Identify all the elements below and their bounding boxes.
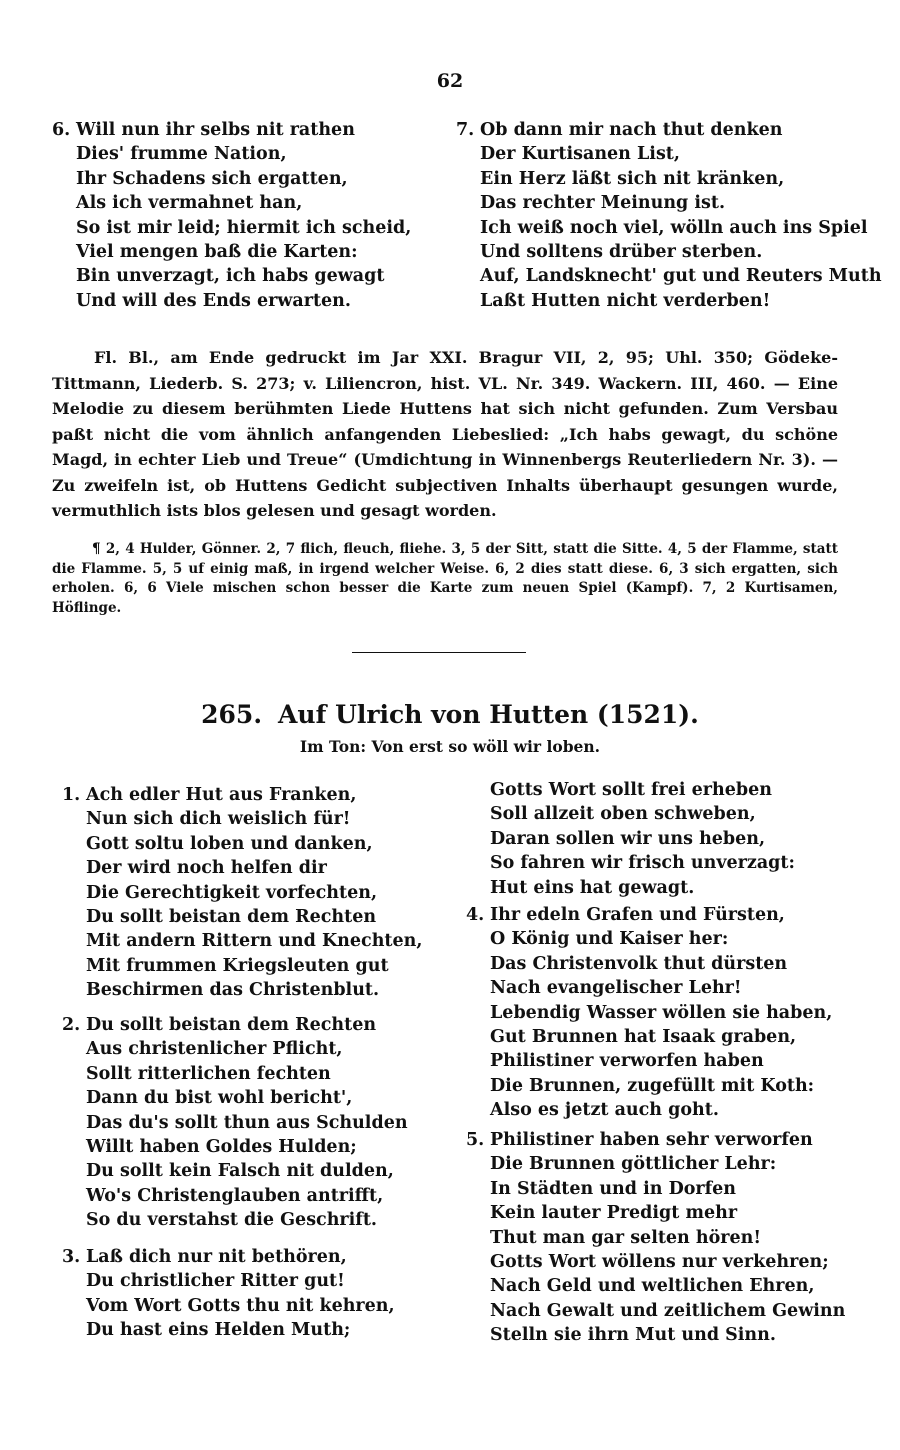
song-title: Auf Ulrich von Hutten (1521).: [278, 700, 699, 729]
source-notes-text: Fl. Bl., am Ende gedruckt im Jar XXI. Bragur VII, 2, 95; Uhl. 350; Gödeke-Tittmann, Liederb. S. 273; v. Liliencron, hist. VL. Nr. 349. Wackern. III, 460. — Eine Melodie zu diesem berühmten Liede Huttens hat sich nicht gefunden. Zum Versbau paßt nicht die vom ähnlich anfangenden Liebeslied: „Ich habs gewagt, du schöne Magd, in echter Lieb und Treue“ (Umdichtung in Winnenbergs Reuterliedern Nr. 3). — Zu zweifeln ist, ob Huttens Gedicht subjectiven Inhalts überhaupt gesungen wurde, vermuthlich ists blos gelesen und gesagt worden.: [52, 348, 838, 520]
verse-line: O König und Kaiser her:: [490, 929, 729, 950]
stanza-7: [456, 118, 882, 313]
verse-line: Philistiner haben sehr verworfen: [490, 1130, 813, 1150]
stanza-number: 7.: [456, 120, 475, 140]
verse-line: Ihr Schadens sich ergatten,: [76, 168, 348, 189]
stanza-number: 2.: [62, 1015, 81, 1035]
section-divider: [352, 652, 526, 653]
verse-line: Du hast eins Helden Muth;: [86, 1320, 351, 1341]
verse-line: Sollt ritterlichen fechten: [86, 1063, 331, 1084]
verse-line: Vom Wort Gotts thu nit kehren,: [86, 1295, 395, 1316]
stanza-number: 3.: [62, 1247, 81, 1267]
verse-line: So du verstahst die Geschrift.: [86, 1210, 377, 1231]
verse-line: Gotts Wort sollt frei erheben: [490, 780, 772, 800]
verse-line: Du sollt kein Falsch nit dulden,: [86, 1161, 394, 1182]
song-stanza-2: [62, 1013, 408, 1233]
source-notes: [52, 345, 838, 524]
verse-line: Beschirmen das Christenblut.: [86, 980, 380, 1001]
verse-line: Du sollt beistan dem Rechten: [86, 907, 377, 928]
verse-line: Viel mengen baß die Karten:: [76, 242, 358, 263]
verse-line: Laßt Hutten nicht verderben!: [480, 290, 771, 311]
verse-line: Mit frummen Kriegsleuten gut: [86, 955, 389, 976]
verse-line: Daran sollen wir uns heben,: [490, 828, 766, 849]
glossary-notes: [52, 540, 838, 618]
verse-line: Willt haben Goldes Hulden;: [86, 1137, 357, 1158]
verse-line: Laß dich nur nit bethören,: [86, 1247, 347, 1267]
verse-line: Dies' frumme Nation,: [76, 144, 287, 165]
verse-line: Der wird noch helfen dir: [86, 858, 327, 879]
song-heading: [0, 700, 900, 729]
verse-line: Ein Herz läßt sich nit kränken,: [480, 168, 785, 189]
stanza-number: 6.: [52, 120, 71, 140]
verse-line: Auf, Landsknecht' gut und Reuters Muth: [480, 266, 882, 287]
song-stanza-3: [62, 1245, 395, 1343]
verse-line: Wo's Christenglauben antrifft,: [86, 1185, 384, 1206]
verse-line: Philistiner verworfen haben: [490, 1051, 764, 1072]
verse-line: Und solltens drüber sterben.: [480, 242, 763, 263]
verse-line: Das rechter Meinung ist.: [480, 193, 726, 214]
verse-line: Nun sich dich weislich für!: [86, 809, 351, 830]
verse-line: Ach edler Hut aus Franken,: [86, 785, 357, 805]
verse-line: Dann du bist wohl bericht',: [86, 1088, 353, 1109]
verse-line: Gott soltu loben und danken,: [86, 833, 373, 854]
verse-line: Nach evangelischer Lehr!: [490, 978, 742, 999]
stanza-number: 5.: [466, 1130, 485, 1150]
verse-line: Gotts Wort wöllens nur verkehren;: [490, 1252, 829, 1273]
verse-line: Hut eins hat gewagt.: [490, 877, 695, 898]
verse-line: Ich weiß noch viel, wölln auch ins Spiel: [480, 217, 868, 238]
verse-line: Kein lauter Predigt mehr: [490, 1203, 738, 1224]
verse-line: Mit andern Rittern und Knechten,: [86, 931, 423, 952]
song-stanza-3-continued: [466, 778, 795, 900]
verse-line: Aus christenlicher Pflicht,: [86, 1039, 343, 1060]
verse-line: Das du's sollt thun aus Schulden: [86, 1112, 408, 1133]
stanza-6: [52, 118, 411, 313]
song-stanza-4: [466, 903, 832, 1123]
song-stanza-5: [466, 1128, 845, 1348]
verse-line: Thut man gar selten hören!: [490, 1227, 762, 1248]
verse-line: Du christlicher Ritter gut!: [86, 1271, 345, 1292]
verse-line: Als ich vermahnet han,: [76, 193, 303, 214]
verse-line: Bin unverzagt, ich habs gewagt: [76, 266, 385, 287]
verse-line: So fahren wir frisch unverzagt:: [490, 853, 795, 874]
verse-line: Nach Gewalt und zeitlichem Gewinn: [490, 1300, 846, 1321]
verse-line: Die Gerechtigkeit vorfechten,: [86, 882, 378, 903]
verse-line: Und will des Ends erwarten.: [76, 290, 351, 311]
verse-line: Die Brunnen göttlicher Lehr:: [490, 1154, 777, 1175]
glossary-text: ¶ 2, 4 Hulder, Gönner. 2, 7 flich, fleuch, fliehe. 3, 5 der Sitt, statt die Sitte. 4, 5 der Flamme, statt die Flamme. 5, 5 uf einig maß, in irgend welcher Weise. 6, 2 dies statt diese. 6, 3 sich ergatten, sich erholen. 6, 6 Viele mischen schon besser die Karte zum neuen Spiel (Kampf). 7, 2 Kurtisamen, Höflinge.: [52, 541, 838, 616]
song-number: 265.: [201, 700, 263, 729]
verse-line: Das Christenvolk thut dürsten: [490, 953, 788, 974]
verse-line: Ob dann mir nach thut denken: [480, 120, 783, 140]
verse-line: Lebendig Wasser wöllen sie haben,: [490, 1002, 833, 1023]
song-tune: Im Ton: Von erst so wöll wir loben.: [299, 737, 601, 756]
verse-line: Ihr edeln Grafen und Fürsten,: [490, 905, 785, 925]
verse-line: Die Brunnen, zugefüllt mit Koth:: [490, 1075, 815, 1096]
verse-line: Stelln sie ihrn Mut und Sinn.: [490, 1325, 776, 1346]
verse-line: So ist mir leid; hiermit ich scheid,: [76, 217, 412, 238]
verse-line: Du sollt beistan dem Rechten: [86, 1015, 377, 1035]
verse-line: Also es jetzt auch goht.: [490, 1100, 719, 1121]
verse-line: Soll allzeit oben schweben,: [490, 804, 756, 825]
verse-line: Der Kurtisanen List,: [480, 144, 680, 165]
stanza-number: 1.: [62, 785, 81, 805]
verse-line: Will nun ihr selbs nit rathen: [76, 120, 355, 140]
verse-line: Nach Geld und weltlichen Ehren,: [490, 1276, 815, 1297]
verse-line: Gut Brunnen hat Isaak graben,: [490, 1027, 797, 1048]
verse-line: In Städten und in Dorfen: [490, 1178, 737, 1199]
page-number: 62: [436, 70, 464, 92]
song-stanza-1: [62, 783, 422, 1003]
stanza-number: 4.: [466, 905, 485, 925]
